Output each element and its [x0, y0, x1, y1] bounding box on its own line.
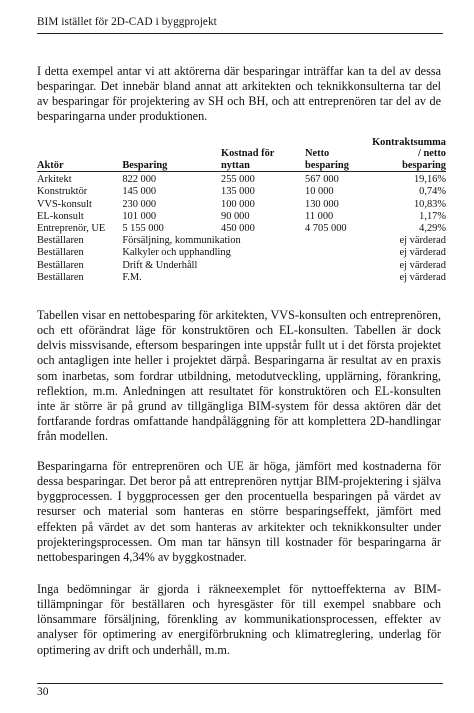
cell-netto: 10 000	[305, 186, 334, 198]
table-row	[37, 223, 446, 235]
table-row	[37, 172, 446, 187]
cell-actor: Arkitekt	[37, 174, 72, 186]
header-rule	[37, 33, 443, 34]
header-kostnad: Kostnad för nyttan	[221, 148, 275, 171]
table-row-client	[37, 260, 446, 272]
cell-actor: Beställaren	[37, 235, 84, 247]
cell-description: Drift & Underhåll	[122, 259, 198, 271]
page-number: 30	[37, 686, 49, 698]
cell-description: F.M.	[122, 271, 142, 283]
cell-besparing: 101 000	[122, 210, 157, 222]
cell-kostnad: 90 000	[221, 210, 250, 222]
table-row-client	[37, 247, 446, 259]
body-paragraph-client: Inga bedömningar är gjorda i räkneexemplet för nyttoeffekterna av BIM-tillämpningar för beställaren och hyresgäster för till exempel snabbare och lönsammare försäljning, förenkling av kommunikationsprocessen, effekter av analyser för optimering av energiförbrukning och klimatreglering, underlag för optimering av drift och underhåll, m.m.	[37, 582, 441, 657]
body-paragraph-analysis: Tabellen visar en nettobesparing för arkitekten, VVS-konsulten och entreprenören, och ett oförändrat läge för konstruktören och EL-konsulten. Tabellen är dock delvis missvisande, eftersom besparingen inte uppstår fullt ut i det första projektet och antagligen inte heller i projektet därpå. Besparingarna är resultat av en praxis som inarbetas, som fordrar utbildning, metodutveckling, upplärning, förankring, reflektion, m.m. Anledningen att resultatet för konstruktören och EL-konsulten inte är större är på grund av tillgängliga BIM-system för dessa aktören där det fortfarande fordras omfattande handpåläggning för att komplettera 2D-handlingar från modellen.	[37, 308, 441, 444]
cell-kontrakt: ej värderad	[399, 247, 446, 259]
table-header-row	[37, 137, 446, 172]
cell-kontrakt: 1,17%	[419, 210, 446, 222]
cell-actor: Konstruktör	[37, 186, 88, 198]
cell-actor: VVS-konsult	[37, 198, 92, 210]
running-header: BIM istället för 2D-CAD i byggprojekt	[37, 16, 217, 28]
cell-kontrakt: ej värderad	[399, 271, 446, 283]
cell-besparing: 230 000	[122, 198, 157, 210]
cell-actor: EL-konsult	[37, 210, 84, 222]
table-row	[37, 211, 446, 223]
cell-kostnad: 450 000	[221, 223, 255, 235]
cell-netto: 4 705 000	[305, 223, 347, 235]
cell-kontrakt: 19,16%	[413, 174, 446, 186]
cell-description: Kalkyler och upphandling	[122, 247, 231, 259]
cell-description: Försäljning, kommunikation	[122, 235, 241, 247]
table-row-client	[37, 272, 446, 284]
header-besparing: Besparing	[122, 159, 168, 171]
cell-besparing: 822 000	[122, 174, 157, 186]
cell-kontrakt: 0,74%	[419, 186, 446, 198]
table-row	[37, 199, 446, 211]
table-row-client	[37, 235, 446, 247]
cell-netto: 567 000	[305, 174, 339, 186]
cell-besparing: 5 155 000	[122, 223, 164, 235]
cell-netto: 11 000	[305, 210, 334, 222]
header-actor: Aktör	[37, 159, 64, 171]
cell-kontrakt: 4,29%	[419, 223, 446, 235]
cell-kostnad: 135 000	[221, 186, 255, 198]
table-row	[37, 186, 446, 198]
cell-actor: Entreprenör, UE	[37, 223, 106, 235]
intro-paragraph: I detta exempel antar vi att aktörerna där besparingar inträffar kan ta del av dessa besparingar. Det innebär bland annat att arkitekten och teknikkonsulterna tar del av besparingar för projektering av SH och BH, och att entreprenören tar del av de besparingarna under produktionen.	[37, 64, 441, 124]
footer-rule	[37, 683, 443, 684]
cell-kostnad: 100 000	[221, 198, 255, 210]
cell-actor: Beställaren	[37, 247, 84, 259]
cell-kontrakt: 10,83%	[413, 198, 446, 210]
cell-kontrakt: ej värderad	[399, 235, 446, 247]
savings-table	[37, 137, 446, 284]
cell-netto: 130 000	[305, 198, 339, 210]
cell-actor: Beställaren	[37, 271, 84, 283]
header-netto: Netto besparing	[305, 148, 349, 171]
cell-actor: Beställaren	[37, 259, 84, 271]
cell-besparing: 145 000	[122, 186, 157, 198]
cell-kontrakt: ej värderad	[399, 259, 446, 271]
cell-kostnad: 255 000	[221, 174, 255, 186]
body-paragraph-contractor: Besparingarna för entreprenören och UE är höga, jämfört med kostnaderna för dessa besparingar. Det beror på att entreprenören nyttjar BIM-projektering i själva byggprocessen. I byggprocessen ger den procentuella besparingen på värdet av resurser och material som hanteras en större besparingseffekt, jämfört med effekten på värdet av det som hanteras av arkitekter och teknikkonsulter under projekteringsprocessen. Om man tar hänsyn till kostnader för besparingarna är nettobesparingen 4,34% av byggkostnader.	[37, 459, 441, 564]
header-kontrakt: Kontraktsumma / netto besparing	[372, 137, 446, 171]
